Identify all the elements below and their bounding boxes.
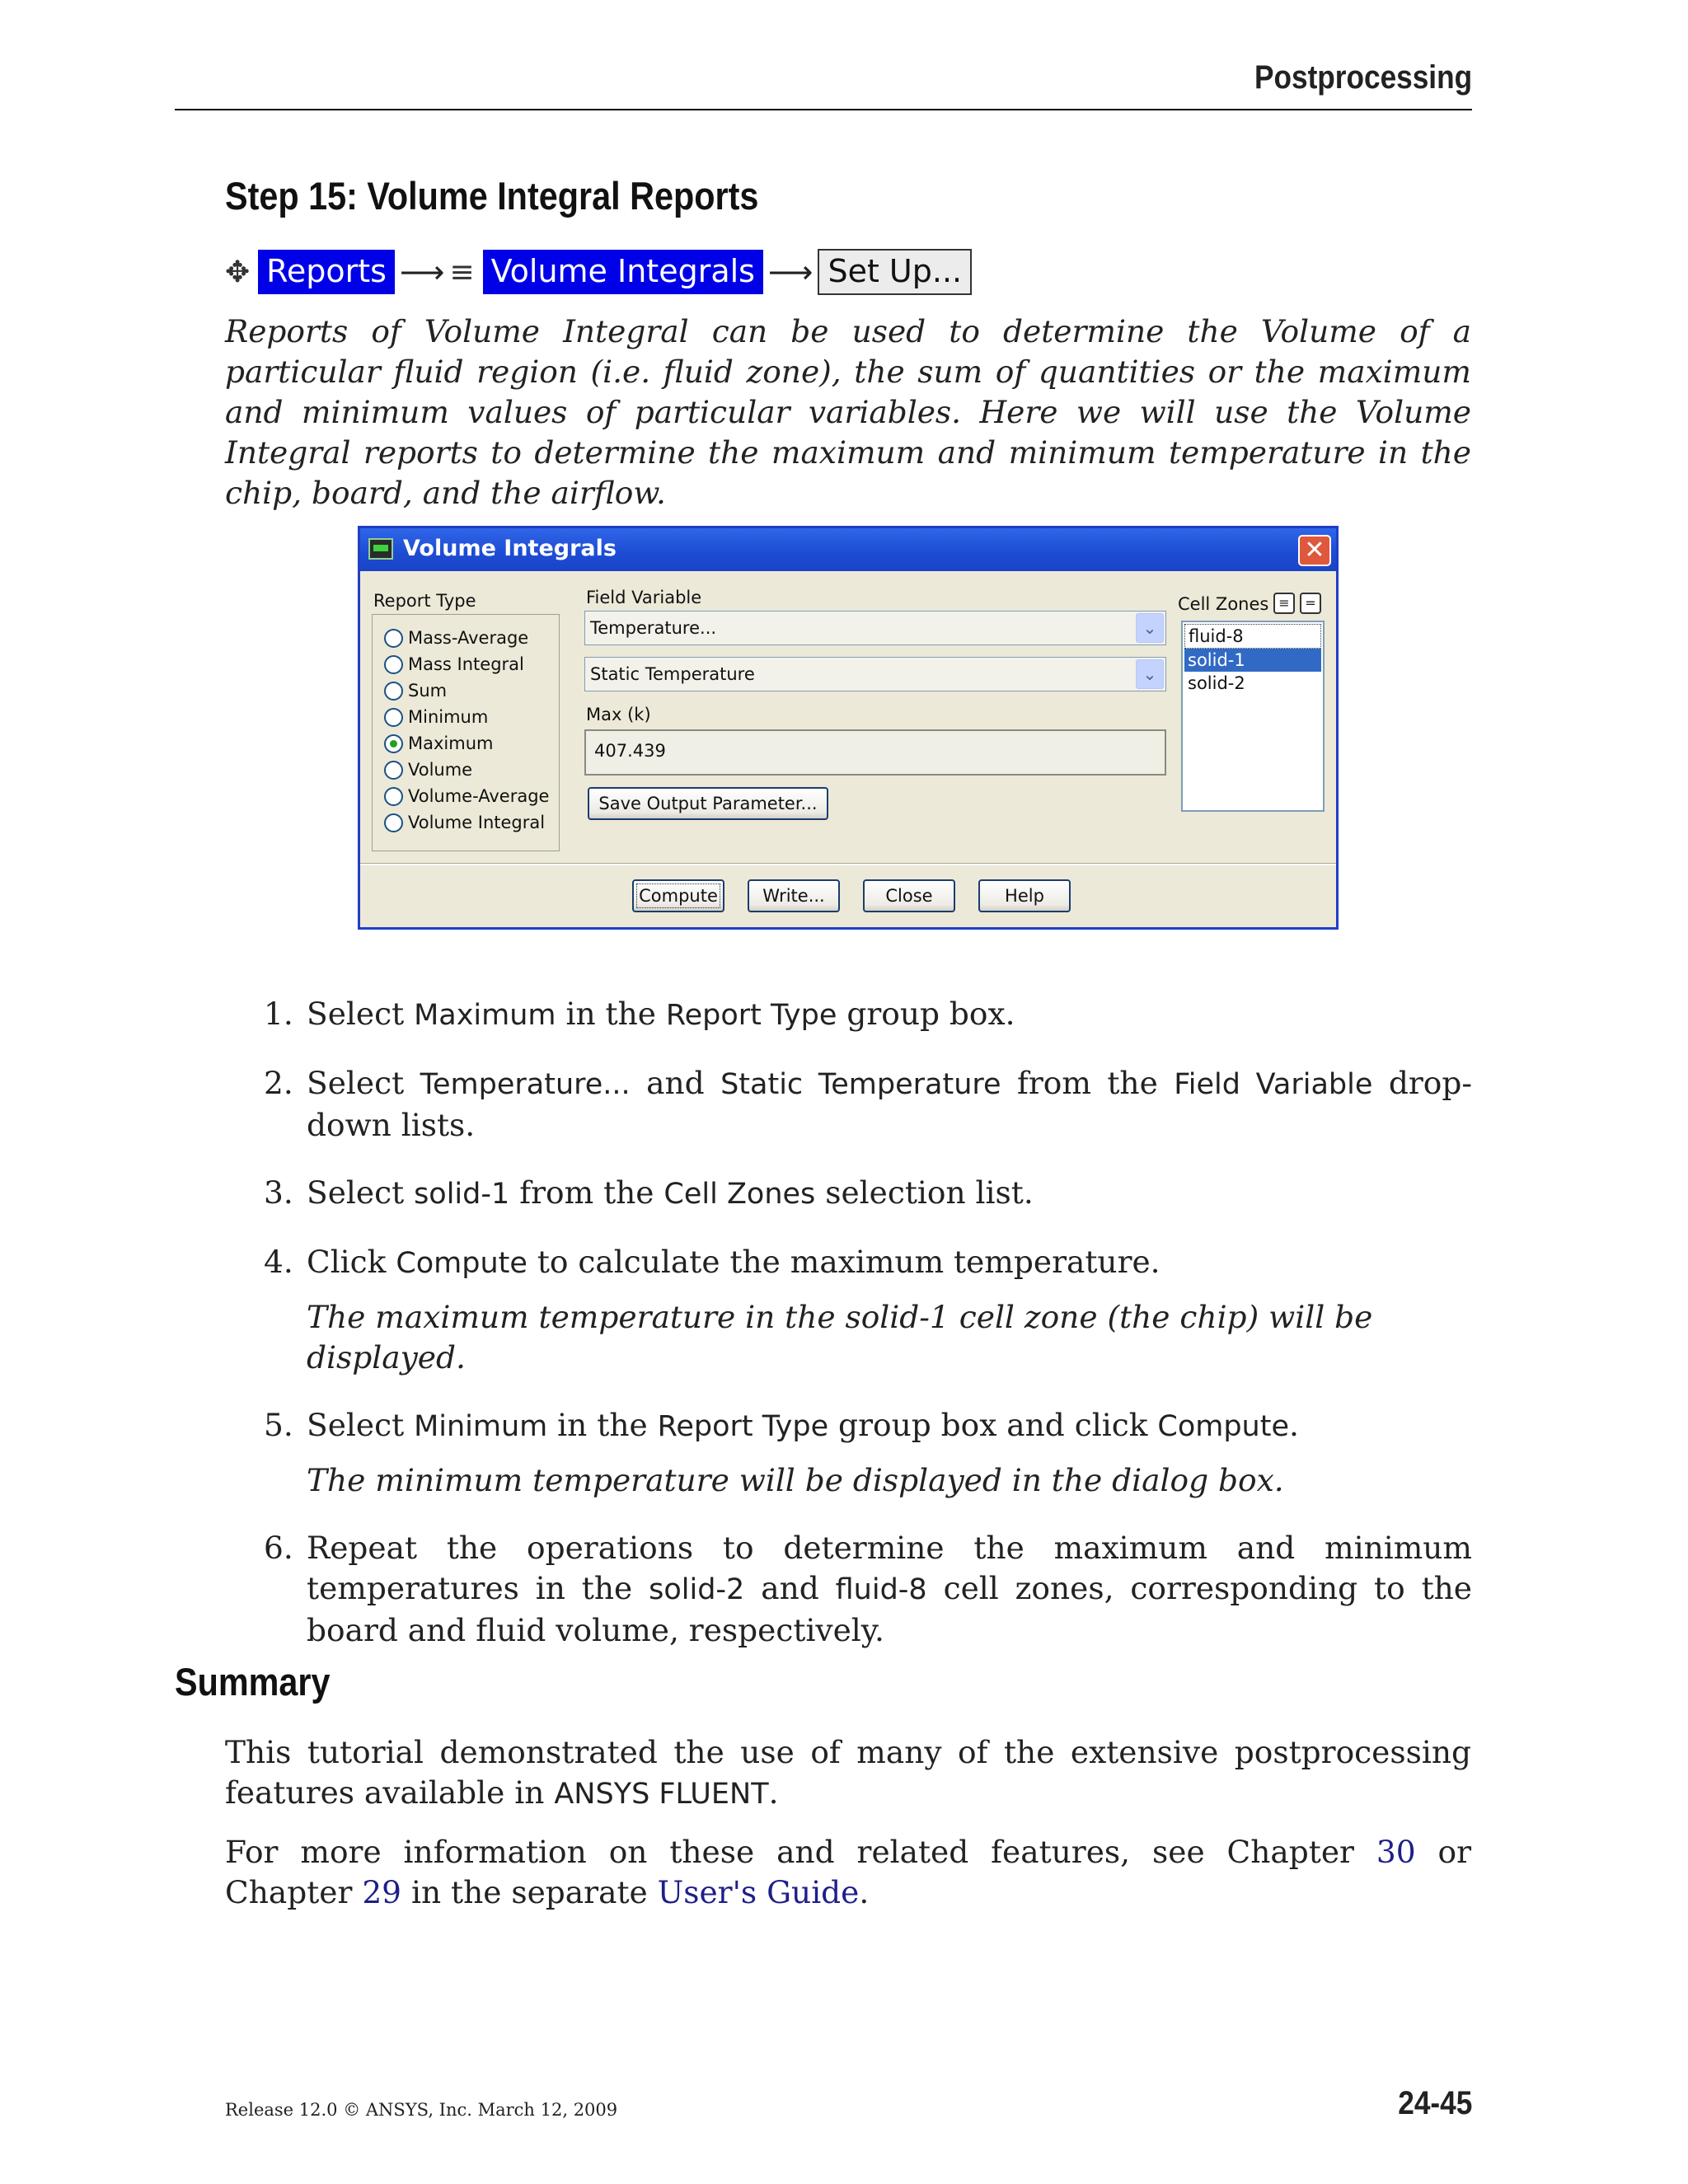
step-5-note: The minimum temperature will be displayed in the dialog box. xyxy=(307,1462,1284,1498)
radio-maximum[interactable]: Maximum xyxy=(384,730,549,757)
compute-button[interactable]: Compute xyxy=(632,879,724,912)
chapter-30-link[interactable]: 30 xyxy=(1376,1834,1416,1870)
deselect-all-icon[interactable]: = xyxy=(1300,593,1321,614)
select-all-icon[interactable]: ≡ xyxy=(1273,593,1295,614)
cell-zones-list[interactable] xyxy=(1181,621,1325,812)
fluent-app-icon xyxy=(368,538,393,560)
radio-sum[interactable]: Sum xyxy=(384,677,549,704)
step-item-6: 6. Repeat the operations to determine the maximum and minimum temperatures in the solid-2 and fluid-8 cell zones, corresponding to the board and fluid volume, respectively. xyxy=(264,1530,1472,1648)
cell-zone-item-selected[interactable]: solid-1 xyxy=(1184,649,1321,672)
summary-paragraph-1: This tutorial demonstrated the use of many of the extensive postprocessing features available in ANSYS FLUENT. xyxy=(225,1734,1471,1811)
radio-button[interactable] xyxy=(384,813,403,832)
close-button[interactable]: Close xyxy=(863,879,955,912)
dialog-separator xyxy=(360,863,1336,865)
step-item-2: 2. Select Temperature... and Static Temperature from the Field Variable drop-down lists. xyxy=(264,1065,1473,1143)
chapter-29-link[interactable]: 29 xyxy=(362,1874,402,1910)
radio-button[interactable] xyxy=(384,629,403,648)
radio-volume-integral[interactable]: Volume Integral xyxy=(384,809,549,836)
save-output-parameter-button[interactable]: Save Output Parameter... xyxy=(588,787,828,820)
radio-button[interactable] xyxy=(384,682,403,701)
report-type-label: Report Type xyxy=(373,591,476,611)
chevron-down-icon[interactable]: ⌄ xyxy=(1136,659,1164,689)
cell-zone-item[interactable]: solid-2 xyxy=(1188,673,1245,693)
field-variable-select[interactable] xyxy=(584,657,1166,691)
step-list xyxy=(264,994,1472,1651)
running-header: Postprocessing xyxy=(1254,59,1472,96)
path-arrow-icon: ⟶ xyxy=(399,254,445,290)
move-arrows-icon: ✥ xyxy=(225,255,251,289)
radio-minimum[interactable]: Minimum xyxy=(384,704,549,730)
radio-button-selected[interactable] xyxy=(384,734,403,753)
summary-paragraph-2: For more information on these and related features, see Chapter 30 or Chapter 29 in the separate User's Guide. xyxy=(225,1834,1471,1910)
radio-mass-integral[interactable]: Mass Integral xyxy=(384,651,549,677)
result-value: 407.439 xyxy=(594,741,666,761)
step-4-note: The maximum temperature in the solid-1 cell zone (the chip) will be displayed. xyxy=(307,1299,1373,1376)
cell-zones-label: Cell Zones xyxy=(1178,594,1269,614)
users-guide-link[interactable]: User's Guide xyxy=(657,1874,860,1910)
result-field xyxy=(584,729,1166,776)
footer-release: Release 12.0 © ANSYS, Inc. March 12, 2009 xyxy=(225,2100,618,2120)
intro-paragraph: Reports of Volume Integral can be used to determine the Volume of a particular fluid region (i.e. fluid zone), the sum of quantities or the maximum and minimum values of particular variables. Here we will use the Volume Integral reports to determine the maximum and minimum temperature in the chip, board, and the airflow. xyxy=(225,313,1471,511)
radio-button[interactable] xyxy=(384,655,403,674)
path-arrow-icon: ⟶ xyxy=(767,254,814,290)
radio-button[interactable] xyxy=(384,761,403,780)
step-item-3: 3. Select solid-1 from the Cell Zones selection list. xyxy=(264,1174,1034,1211)
write-button[interactable]: Write... xyxy=(748,879,840,912)
radio-button[interactable] xyxy=(384,708,403,727)
reports-tab[interactable]: Reports xyxy=(258,250,395,294)
radio-volume-average[interactable]: Volume-Average xyxy=(384,783,549,809)
step-item-5: 5. Select Minimum in the Report Type group box and click Compute. The minimum temperature will be displayed in the dialog box. xyxy=(264,1405,1472,1501)
report-list-icon: ≡ xyxy=(449,255,475,289)
dialog-title: Volume Integrals xyxy=(403,536,617,561)
field-variable-label: Field Variable xyxy=(586,588,702,607)
volume-integrals-item[interactable]: Volume Integrals xyxy=(483,250,763,294)
field-variable-value: Static Temperature xyxy=(590,664,755,684)
field-variable-category-select[interactable] xyxy=(584,611,1166,645)
step-title: Step 15: Volume Integral Reports xyxy=(225,174,759,218)
close-icon[interactable]: ✕ xyxy=(1298,535,1331,566)
menu-path xyxy=(225,247,972,297)
cell-zone-item[interactable]: fluid-8 xyxy=(1184,624,1321,649)
step-item-1: 1. Select Maximum in the Report Type group box. xyxy=(264,996,1015,1032)
dialog-title-bar[interactable] xyxy=(360,528,1336,571)
radio-button[interactable] xyxy=(384,787,403,806)
help-button[interactable]: Help xyxy=(978,879,1071,912)
radio-volume[interactable]: Volume xyxy=(384,757,549,783)
summary-heading: Summary xyxy=(175,1660,331,1704)
header-rule xyxy=(175,109,1472,110)
radio-mass-average[interactable]: Mass-Average xyxy=(384,625,549,651)
step-item-4: 4. Click Compute to calculate the maximum temperature. The maximum temperature in the solid-1 cell zone (the chip) will be displayed. xyxy=(264,1242,1472,1378)
report-type-group xyxy=(372,614,560,851)
chevron-down-icon[interactable]: ⌄ xyxy=(1136,613,1164,643)
volume-integrals-dialog xyxy=(358,526,1339,930)
set-up-button[interactable]: Set Up... xyxy=(818,249,972,295)
result-label: Max (k) xyxy=(586,705,651,724)
page-number: 24-45 xyxy=(1397,2085,1472,2121)
report-type-radio-list xyxy=(384,625,549,836)
field-variable-category-value: Temperature... xyxy=(590,618,717,638)
